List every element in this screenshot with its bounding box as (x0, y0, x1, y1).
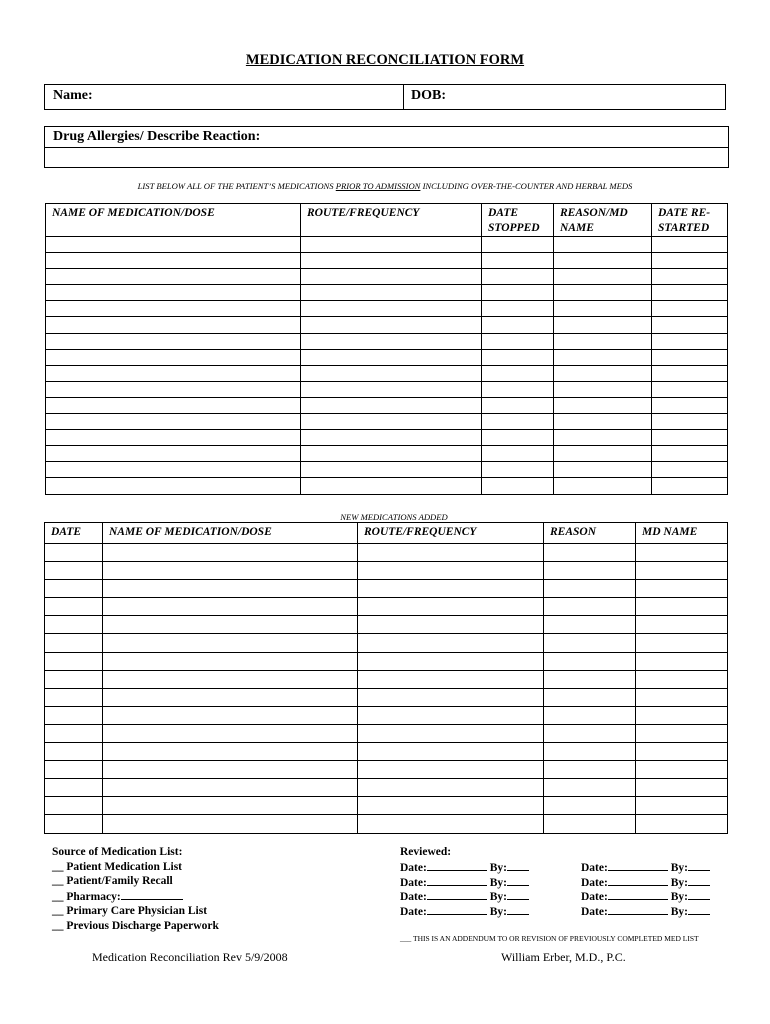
new-med-row (45, 706, 728, 724)
new-med-cell[interactable] (45, 670, 103, 688)
allergies-field[interactable] (47, 149, 725, 166)
source-option-pharmacy[interactable] (52, 889, 219, 905)
prior-med-cell[interactable] (554, 253, 652, 269)
instruction-suffix: INCLUDING OVER-THE-COUNTER AND HERBAL MEDS (420, 181, 633, 191)
new-med-cell[interactable] (636, 779, 728, 797)
pharmacy-blank[interactable] (121, 889, 183, 900)
new-med-row (45, 598, 728, 616)
review-entry (581, 904, 710, 918)
new-med-row (45, 580, 728, 598)
new-med-cell[interactable] (103, 670, 358, 688)
prior-med-cell[interactable] (46, 478, 301, 494)
new-med-cell[interactable] (636, 743, 728, 761)
new-med-cell[interactable] (103, 652, 358, 670)
header-reason: REASON (544, 523, 636, 544)
prior-med-cell[interactable] (652, 237, 728, 253)
prior-table-header (46, 204, 728, 237)
new-med-cell[interactable] (358, 616, 544, 634)
review-date-label: Date: (581, 862, 608, 874)
prior-med-cell[interactable] (301, 333, 482, 349)
new-med-cell[interactable] (45, 706, 103, 724)
new-med-cell[interactable] (636, 562, 728, 580)
review-date-blank[interactable] (608, 889, 668, 900)
prior-med-row (46, 381, 728, 397)
prior-med-cell[interactable] (652, 333, 728, 349)
prior-med-cell[interactable] (482, 478, 554, 494)
new-med-cell[interactable] (358, 706, 544, 724)
new-med-cell[interactable] (544, 634, 636, 652)
new-med-cell[interactable] (103, 815, 358, 833)
prior-med-cell[interactable] (482, 301, 554, 317)
page-title: MEDICATION RECONCILIATION FORM (245, 52, 525, 68)
new-med-cell[interactable] (544, 761, 636, 779)
prior-med-row (46, 317, 728, 333)
new-med-cell[interactable] (544, 652, 636, 670)
new-med-cell[interactable] (358, 634, 544, 652)
new-med-cell[interactable] (45, 580, 103, 598)
new-med-cell[interactable] (45, 544, 103, 562)
new-med-cell[interactable] (358, 562, 544, 580)
prior-med-cell[interactable] (652, 414, 728, 430)
pharmacy-label: __ Pharmacy: (52, 890, 121, 903)
prior-med-cell[interactable] (482, 381, 554, 397)
prior-med-row (46, 478, 728, 494)
new-med-row (45, 797, 728, 815)
review-entry (400, 904, 529, 918)
new-med-cell[interactable] (544, 743, 636, 761)
prior-med-cell[interactable] (482, 462, 554, 478)
prior-med-cell[interactable] (46, 285, 301, 301)
prior-med-cell[interactable] (482, 414, 554, 430)
prior-med-cell[interactable] (46, 446, 301, 462)
review-by-blank[interactable] (507, 860, 529, 871)
prior-med-cell[interactable] (554, 269, 652, 285)
new-med-cell[interactable] (636, 544, 728, 562)
new-med-cell[interactable] (544, 779, 636, 797)
new-med-cell[interactable] (103, 761, 358, 779)
prior-med-cell[interactable] (301, 462, 482, 478)
prior-med-cell[interactable] (46, 365, 301, 381)
prior-med-cell[interactable] (482, 333, 554, 349)
prior-med-cell[interactable] (554, 414, 652, 430)
instruction-text (0, 181, 770, 191)
new-med-cell[interactable] (544, 815, 636, 833)
prior-med-cell[interactable] (652, 269, 728, 285)
review-date-blank[interactable] (427, 875, 487, 886)
review-date-blank[interactable] (427, 860, 487, 871)
review-date-blank[interactable] (427, 889, 487, 900)
prior-med-cell[interactable] (554, 301, 652, 317)
prior-med-cell[interactable] (554, 317, 652, 333)
new-med-cell[interactable] (45, 562, 103, 580)
prior-med-cell[interactable] (482, 317, 554, 333)
review-by-blank[interactable] (688, 904, 710, 915)
new-med-cell[interactable] (636, 815, 728, 833)
review-entry (400, 860, 529, 874)
review-date-label: Date: (400, 876, 427, 889)
review-by-blank[interactable] (688, 860, 710, 871)
new-med-cell[interactable] (544, 616, 636, 634)
new-med-row (45, 743, 728, 761)
prior-med-cell[interactable] (554, 397, 652, 413)
prior-med-row (46, 301, 728, 317)
header-date-restarted: DATE RE-STARTED (652, 204, 728, 237)
prior-med-cell[interactable] (554, 446, 652, 462)
prior-med-row (46, 269, 728, 285)
review-date-blank[interactable] (608, 860, 668, 871)
review-by-label: By: (489, 891, 507, 904)
new-med-cell[interactable] (358, 670, 544, 688)
new-medications-caption: NEW MEDICATIONS ADDED (340, 512, 448, 522)
header-name-dose: NAME OF MEDICATION/DOSE (46, 204, 301, 237)
prior-med-row (46, 446, 728, 462)
footer-revision: Medication Reconciliation Rev 5/9/2008 (92, 950, 288, 964)
prior-med-cell[interactable] (46, 333, 301, 349)
prior-med-cell[interactable] (482, 365, 554, 381)
review-by-label: By: (489, 905, 507, 918)
new-med-row (45, 562, 728, 580)
prior-med-cell[interactable] (652, 365, 728, 381)
new-med-cell[interactable] (45, 634, 103, 652)
review-by-label: By: (670, 876, 688, 889)
new-med-row (45, 779, 728, 797)
prior-med-cell[interactable] (301, 446, 482, 462)
review-by-label: By: (670, 862, 688, 874)
new-med-cell[interactable] (636, 652, 728, 670)
new-med-row (45, 670, 728, 688)
new-med-cell[interactable] (544, 544, 636, 562)
prior-med-cell[interactable] (652, 397, 728, 413)
new-med-cell[interactable] (45, 598, 103, 616)
prior-med-row (46, 253, 728, 269)
prior-med-cell[interactable] (301, 381, 482, 397)
prior-med-cell[interactable] (652, 285, 728, 301)
header-date: DATE (45, 523, 103, 544)
new-med-cell[interactable] (544, 688, 636, 706)
new-med-row (45, 652, 728, 670)
new-med-cell[interactable] (358, 815, 544, 833)
allergies-divider (45, 147, 728, 148)
prior-med-cell[interactable] (554, 430, 652, 446)
prior-med-cell[interactable] (554, 381, 652, 397)
prior-med-cell[interactable] (301, 301, 482, 317)
new-med-cell[interactable] (544, 797, 636, 815)
header-new-name-dose: NAME OF MEDICATION/DOSE (103, 523, 358, 544)
footer-practice: William Erber, M.D., P.C. (501, 950, 626, 964)
new-med-cell[interactable] (103, 706, 358, 724)
review-entry (581, 875, 710, 889)
review-entry (581, 860, 710, 874)
review-by-blank[interactable] (507, 875, 529, 886)
name-field[interactable] (105, 87, 395, 107)
prior-med-cell[interactable] (554, 349, 652, 365)
new-med-cell[interactable] (103, 688, 358, 706)
prior-med-cell[interactable] (652, 446, 728, 462)
new-med-cell[interactable] (636, 598, 728, 616)
prior-med-cell[interactable] (554, 237, 652, 253)
new-table-header (45, 523, 728, 544)
prior-med-row (46, 237, 728, 253)
new-med-cell[interactable] (544, 670, 636, 688)
new-med-cell[interactable] (636, 706, 728, 724)
new-med-row (45, 616, 728, 634)
addendum-note[interactable]: ___ THIS IS AN ADDENDUM TO OR REVISION OF PREVIOUSLY COMPLETED MED LIST (400, 934, 699, 943)
review-date-label: Date: (581, 905, 608, 918)
source-option-family-recall[interactable]: __ Patient/Family Recall (52, 875, 173, 888)
prior-med-cell[interactable] (482, 446, 554, 462)
prior-med-row (46, 430, 728, 446)
dob-label: DOB: (411, 88, 446, 103)
prior-med-row (46, 349, 728, 365)
review-date-label: Date: (400, 905, 427, 918)
new-med-cell[interactable] (103, 616, 358, 634)
new-med-cell[interactable] (45, 761, 103, 779)
review-by-blank[interactable] (688, 875, 710, 886)
new-med-cell[interactable] (45, 616, 103, 634)
prior-med-cell[interactable] (46, 414, 301, 430)
new-med-row (45, 634, 728, 652)
new-med-cell[interactable] (45, 652, 103, 670)
new-med-cell[interactable] (103, 580, 358, 598)
prior-med-cell[interactable] (652, 349, 728, 365)
new-med-cell[interactable] (636, 634, 728, 652)
review-by-label: By: (489, 862, 507, 874)
new-med-cell[interactable] (45, 743, 103, 761)
prior-med-cell[interactable] (46, 317, 301, 333)
prior-med-row (46, 462, 728, 478)
new-med-row (45, 724, 728, 742)
prior-med-cell[interactable] (301, 365, 482, 381)
prior-med-cell[interactable] (482, 253, 554, 269)
prior-med-row (46, 333, 728, 349)
prior-med-cell[interactable] (301, 349, 482, 365)
source-section (52, 845, 219, 934)
new-med-cell[interactable] (45, 779, 103, 797)
new-med-cell[interactable] (636, 688, 728, 706)
prior-med-cell[interactable] (652, 381, 728, 397)
prior-med-row (46, 285, 728, 301)
new-med-cell[interactable] (45, 815, 103, 833)
prior-med-cell[interactable] (301, 317, 482, 333)
prior-medications-table (45, 203, 728, 495)
review-by-label: By: (489, 876, 507, 889)
source-option-discharge-paperwork[interactable]: __ Previous Discharge Paperwork (52, 919, 219, 932)
new-med-cell[interactable] (636, 761, 728, 779)
instruction-prefix: LIST BELOW ALL OF THE PATIENT’S MEDICATIONS (137, 181, 336, 191)
review-date-blank[interactable] (608, 904, 668, 915)
prior-med-cell[interactable] (46, 349, 301, 365)
prior-med-cell[interactable] (482, 349, 554, 365)
new-med-cell[interactable] (103, 724, 358, 742)
prior-med-cell[interactable] (652, 317, 728, 333)
prior-med-cell[interactable] (482, 397, 554, 413)
prior-med-cell[interactable] (482, 430, 554, 446)
new-medications-table (44, 522, 728, 834)
allergies-box (44, 126, 729, 168)
new-med-row (45, 815, 728, 833)
prior-med-cell[interactable] (301, 237, 482, 253)
new-med-row (45, 688, 728, 706)
new-med-cell[interactable] (103, 797, 358, 815)
prior-med-cell[interactable] (301, 397, 482, 413)
reviewed-heading: Reviewed: (400, 846, 452, 858)
new-med-cell[interactable] (103, 598, 358, 616)
new-med-row (45, 544, 728, 562)
new-med-cell[interactable] (358, 761, 544, 779)
new-med-cell[interactable] (103, 634, 358, 652)
review-date-label: Date: (400, 891, 427, 904)
prior-med-cell[interactable] (554, 333, 652, 349)
prior-med-cell[interactable] (46, 381, 301, 397)
prior-med-cell[interactable] (46, 269, 301, 285)
prior-med-cell[interactable] (301, 269, 482, 285)
prior-med-cell[interactable] (652, 478, 728, 494)
review-entry (400, 889, 529, 903)
new-med-row (45, 761, 728, 779)
prior-med-cell[interactable] (301, 253, 482, 269)
new-med-cell[interactable] (358, 743, 544, 761)
new-med-cell[interactable] (103, 779, 358, 797)
new-med-cell[interactable] (636, 616, 728, 634)
review-by-label: By: (670, 891, 688, 904)
prior-med-cell[interactable] (301, 430, 482, 446)
review-date-blank[interactable] (608, 875, 668, 886)
review-by-blank[interactable] (507, 904, 529, 915)
header-new-route-frequency: ROUTE/FREQUENCY (358, 523, 544, 544)
source-heading: Source of Medication List: (52, 846, 183, 858)
prior-med-cell[interactable] (46, 462, 301, 478)
prior-med-cell[interactable] (554, 462, 652, 478)
new-med-cell[interactable] (544, 706, 636, 724)
prior-med-cell[interactable] (652, 253, 728, 269)
patient-info-box (44, 84, 726, 110)
new-med-cell[interactable] (636, 724, 728, 742)
prior-med-cell[interactable] (652, 301, 728, 317)
new-med-cell[interactable] (103, 743, 358, 761)
header-reason-md-name: REASON/MD NAME (554, 204, 652, 237)
prior-med-cell[interactable] (554, 365, 652, 381)
prior-med-cell[interactable] (46, 430, 301, 446)
prior-med-cell[interactable] (482, 237, 554, 253)
new-med-cell[interactable] (636, 797, 728, 815)
instruction-emphasis: PRIOR TO ADMISSION (335, 181, 421, 191)
prior-med-cell[interactable] (554, 285, 652, 301)
name-label: Name: (53, 88, 93, 103)
review-date-label: Date: (581, 891, 608, 904)
header-md-name: MD NAME (636, 523, 728, 544)
source-option-pcp-list[interactable]: __ Primary Care Physician List (52, 905, 208, 918)
new-med-cell[interactable] (544, 598, 636, 616)
new-med-cell[interactable] (358, 544, 544, 562)
review-entry (400, 875, 529, 889)
review-by-blank[interactable] (507, 889, 529, 900)
new-med-cell[interactable] (544, 580, 636, 598)
new-med-cell[interactable] (358, 598, 544, 616)
prior-med-cell[interactable] (46, 397, 301, 413)
prior-med-row (46, 365, 728, 381)
prior-med-cell[interactable] (301, 285, 482, 301)
new-med-cell[interactable] (358, 688, 544, 706)
new-med-cell[interactable] (45, 688, 103, 706)
new-med-cell[interactable] (103, 544, 358, 562)
prior-med-cell[interactable] (482, 269, 554, 285)
new-med-cell[interactable] (45, 724, 103, 742)
source-option-patient-list[interactable]: __ Patient Medication List (52, 860, 182, 873)
review-date-label: Date: (581, 876, 608, 889)
prior-med-cell[interactable] (554, 478, 652, 494)
prior-med-row (46, 414, 728, 430)
prior-med-cell[interactable] (482, 285, 554, 301)
new-med-cell[interactable] (45, 797, 103, 815)
header-date-stopped: DATE STOPPED (482, 204, 554, 237)
prior-med-cell[interactable] (46, 301, 301, 317)
prior-med-cell[interactable] (301, 414, 482, 430)
new-med-cell[interactable] (358, 797, 544, 815)
prior-med-cell[interactable] (301, 478, 482, 494)
prior-med-cell[interactable] (46, 237, 301, 253)
review-date-label: Date: (400, 862, 427, 874)
prior-med-row (46, 397, 728, 413)
prior-med-cell[interactable] (652, 430, 728, 446)
new-med-cell[interactable] (636, 580, 728, 598)
new-med-cell[interactable] (636, 670, 728, 688)
prior-med-cell[interactable] (46, 253, 301, 269)
review-by-label: By: (670, 905, 688, 918)
allergies-label: Drug Allergies/ Describe Reaction: (53, 129, 261, 144)
new-med-cell[interactable] (544, 562, 636, 580)
dob-field[interactable] (459, 87, 719, 107)
new-med-cell[interactable] (358, 652, 544, 670)
new-med-cell[interactable] (358, 580, 544, 598)
review-entry (581, 889, 710, 903)
review-date-blank[interactable] (427, 904, 487, 915)
review-by-blank[interactable] (688, 889, 710, 900)
new-med-cell[interactable] (358, 779, 544, 797)
header-route-frequency: ROUTE/FREQUENCY (301, 204, 482, 237)
prior-med-cell[interactable] (652, 462, 728, 478)
new-med-cell[interactable] (103, 562, 358, 580)
name-dob-divider (403, 85, 404, 109)
new-med-cell[interactable] (544, 724, 636, 742)
new-med-cell[interactable] (358, 724, 544, 742)
